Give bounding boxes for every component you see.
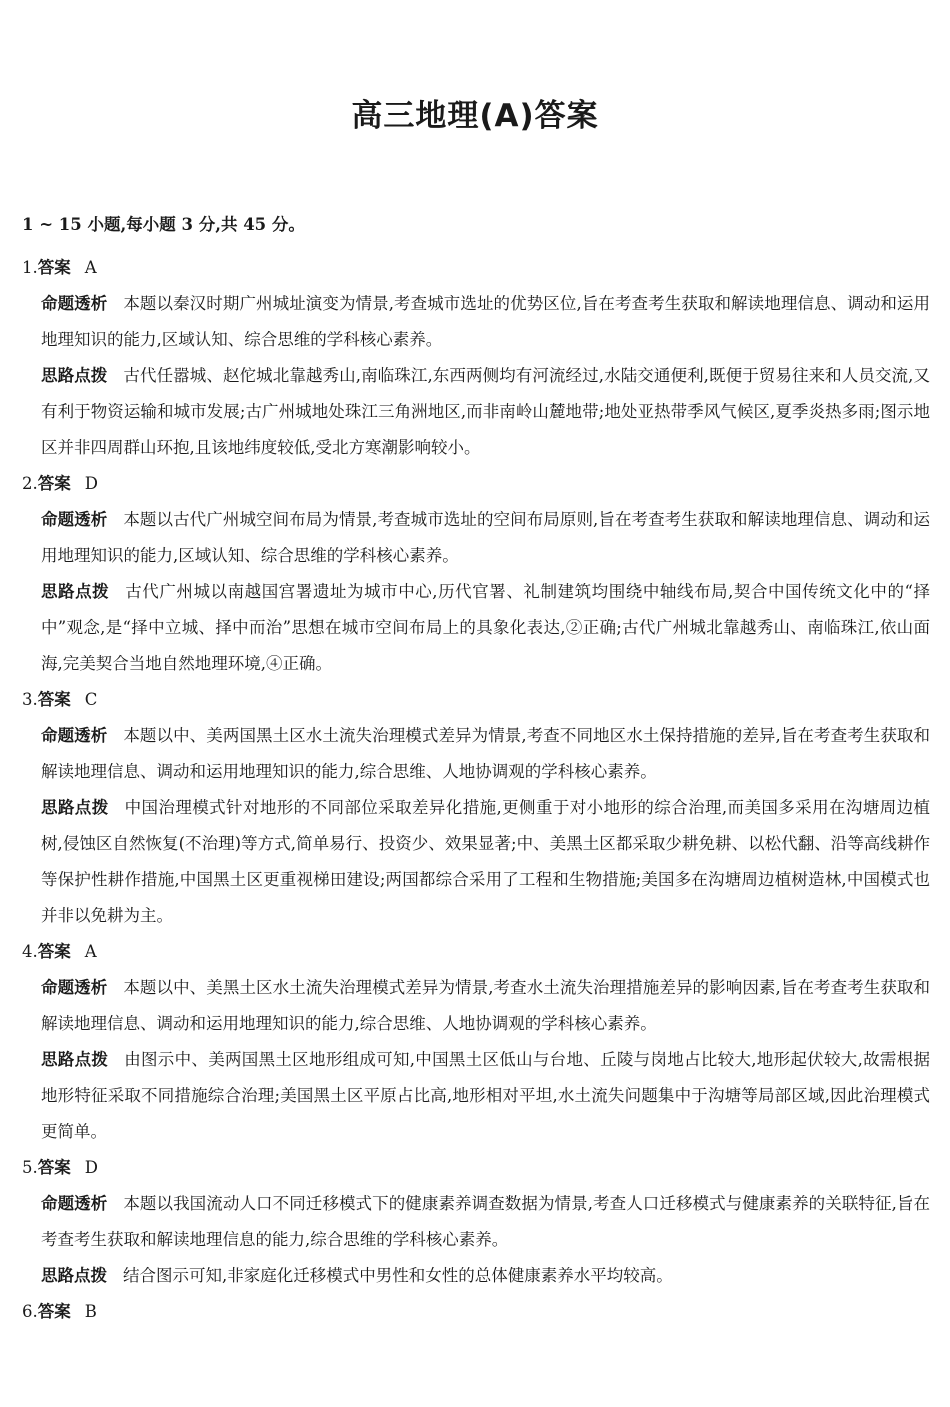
answer-label: 答案 [37,474,71,493]
question-number: 6. [22,1302,38,1321]
answer-label: 答案 [37,1158,71,1177]
answer-choice: A [84,942,97,961]
question-number: 5. [22,1158,38,1177]
analysis-paragraph [41,970,930,1042]
analysis-text: 本题以中、美黑土区水土流失治理模式差异为情景,考查水土流失治理措施差异的影响因素,旨在考查考生获取和解读地理信息、调动和运用地理知识的能力,综合思维、人地协调观的学科核心素养。 [41,978,930,1033]
hint-paragraph [41,1042,930,1150]
hint-text: 古代广州城以南越国宫署遗址为城市中心,历代官署、礼制建筑均围绕中轴线布局,契合中国传统文化中的“择中”观念,是“择中立城、择中而治”思想在城市空间布局上的具象化表达,②正确;古代广州城北靠越秀山、南临珠江,依山面海,完美契合当地自然地理环境,④正确。 [41,582,931,673]
question-header [22,1150,930,1186]
hint-label: 思路点拨 [41,582,110,601]
analysis-text: 本题以中、美两国黑土区水土流失治理模式差异为情景,考查不同地区水土保持措施的差异,旨在考查考生获取和解读地理信息、调动和运用地理知识的能力,综合思维、人地协调观的学科核心素养。 [41,726,930,781]
hint-label: 思路点拨 [41,1050,109,1069]
question-3 [22,682,930,934]
question-2 [22,466,930,682]
analysis-paragraph [41,502,930,574]
analysis-label: 命题透析 [41,726,108,745]
answer-list [22,250,930,1330]
analysis-label: 命题透析 [41,1194,108,1213]
question-number: 4. [22,942,38,961]
analysis-text: 本题以秦汉时期广州城址演变为情景,考查城市选址的优势区位,旨在考查考生获取和解读地理信息、调动和运用地理知识的能力,区域认知、综合思维的学科核心素养。 [41,294,930,349]
hint-paragraph [41,358,930,466]
analysis-text: 本题以我国流动人口不同迁移模式下的健康素养调查数据为情景,考查人口迁移模式与健康素养的关联特征,旨在考查考生获取和解读地理信息的能力,综合思维的学科核心素养。 [41,1194,930,1249]
question-1 [22,250,930,466]
answer-label: 答案 [37,942,71,961]
hint-label: 思路点拨 [41,1266,107,1285]
analysis-label: 命题透析 [41,294,108,313]
answer-label: 答案 [37,1302,71,1321]
answer-label: 答案 [37,258,71,277]
answer-choice: D [84,1158,98,1177]
question-header [22,1294,930,1330]
section-intro: 1 ~ 15 小题,每小题 3 分,共 45 分。 [22,215,305,234]
hint-label: 思路点拨 [41,798,109,817]
hint-text: 由图示中、美两国黑土区地形组成可知,中国黑土区低山与台地、丘陵与岗地占比较大,地形起伏较大,故需根据地形特征采取不同措施综合治理;美国黑土区平原占比高,地形相对平坦,水土流失问题集中于沟塘等局部区域,因此治理模式更简单。 [41,1050,930,1141]
question-header [22,250,930,286]
answer-label: 答案 [37,690,71,709]
question-5 [22,1150,930,1294]
answer-choice: B [84,1302,97,1321]
hint-paragraph [41,1258,930,1294]
answer-choice: C [84,690,98,709]
answer-choice: D [84,474,98,493]
hint-paragraph [41,574,930,682]
question-number: 3. [22,690,38,709]
analysis-paragraph [41,286,930,358]
analysis-label: 命题透析 [41,978,108,997]
hint-text: 结合图示可知,非家庭化迁移模式中男性和女性的总体健康素养水平均较高。 [123,1266,673,1285]
question-header [22,682,930,718]
analysis-paragraph [41,718,930,790]
hint-paragraph [41,790,930,934]
hint-text: 古代任嚣城、赵佗城北靠越秀山,南临珠江,东西两侧均有河流经过,水陆交通便利,既便于贸易往来和人员交流,又有利于物资运输和城市发展;古广州城地处珠江三角洲地区,而非南岭山麓地带;地处亚热带季风气候区,夏季炎热多雨;图示地区并非四周群山环抱,且该地纬度较低,受北方寒潮影响较小。 [41,366,930,457]
analysis-label: 命题透析 [41,510,108,529]
question-header [22,466,930,502]
answer-choice: A [84,258,97,277]
question-number: 1. [22,258,38,277]
question-4 [22,934,930,1150]
question-6 [22,1294,930,1330]
analysis-text: 本题以古代广州城空间布局为情景,考查城市选址的空间布局原则,旨在考查考生获取和解读地理信息、调动和运用地理知识的能力,区域认知、综合思维的学科核心素养。 [41,510,930,565]
hint-label: 思路点拨 [41,366,108,385]
question-header [22,934,930,970]
page-title: 高三地理(A)答案 [351,98,599,134]
hint-text: 中国治理模式针对地形的不同部位采取差异化措施,更侧重于对小地形的综合治理,而美国多采用在沟塘周边植树,侵蚀区自然恢复(不治理)等方式,简单易行、投资少、效果显著;中、美黑土区都采取少耕免耕、以松代翻、沿等高线耕作等保护性耕作措施,中国黑土区更重视梯田建设;两国都综合采用了工程和生物措施;美国多在沟塘周边植树造林,中国模式也并非以免耕为主。 [41,798,930,925]
analysis-paragraph [41,1186,930,1258]
question-number: 2. [22,474,38,493]
